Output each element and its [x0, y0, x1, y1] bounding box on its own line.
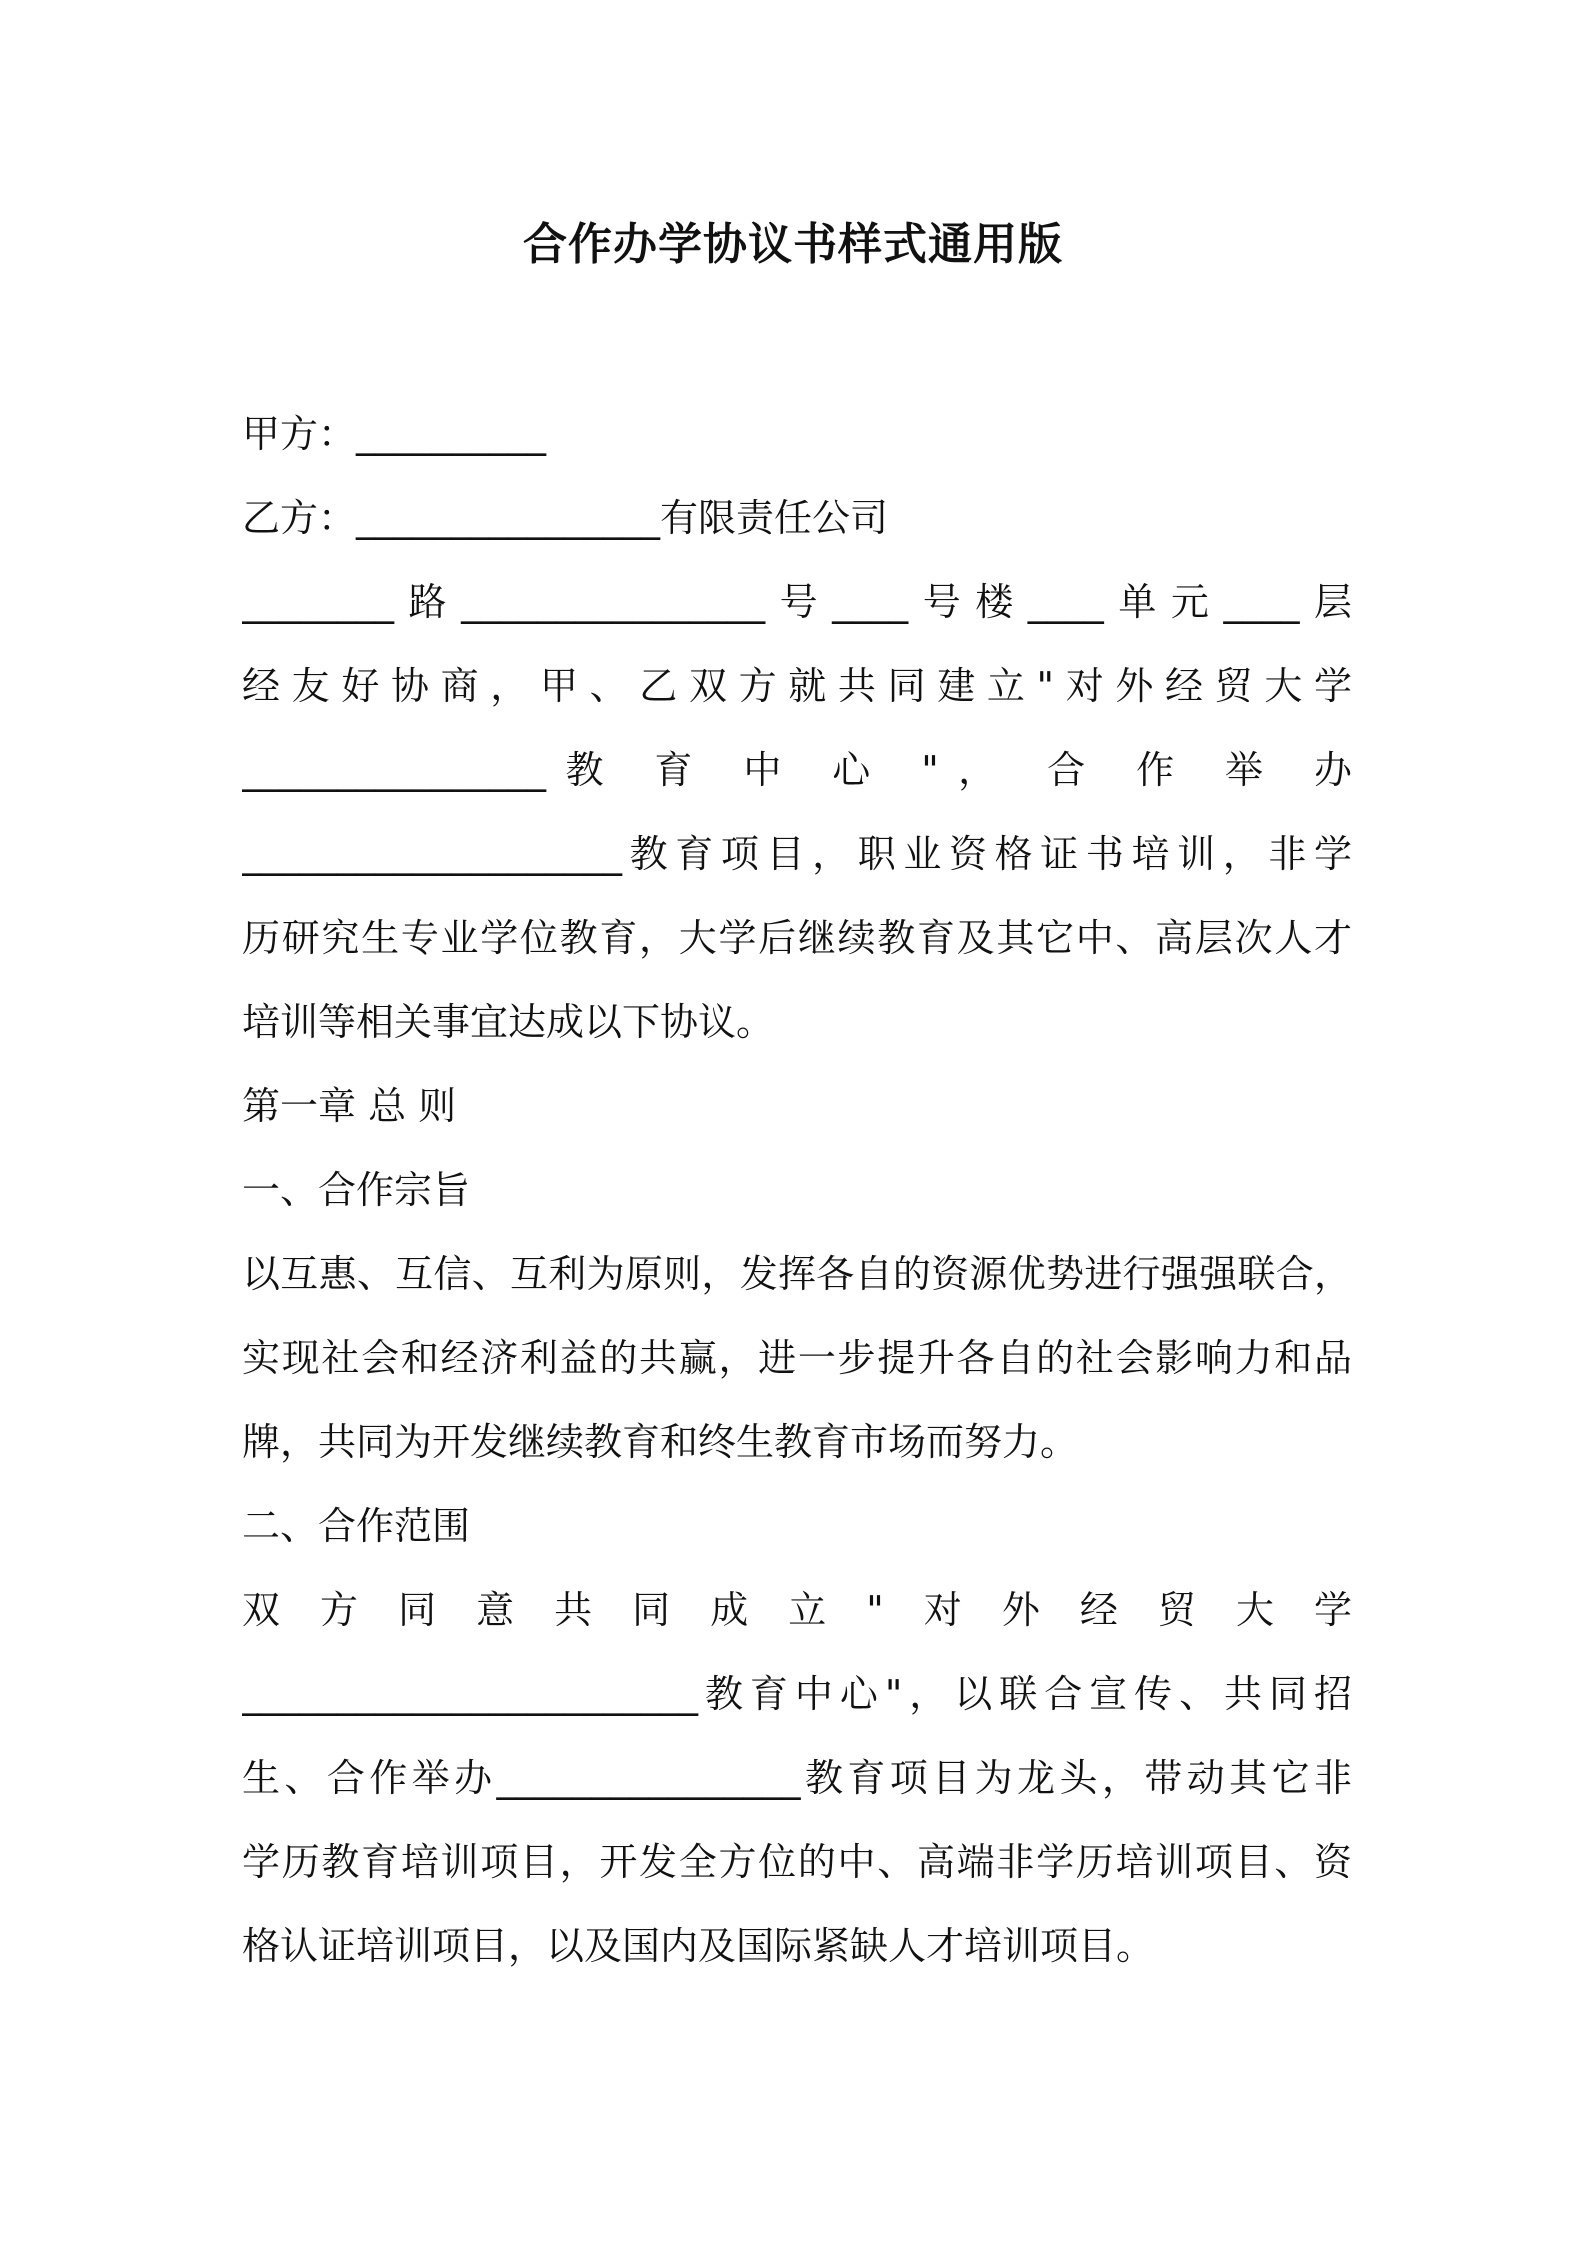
chapter-heading: 第一章 总 则: [242, 1084, 457, 1128]
paragraph-line: 以互惠、互信、互利为原则，发挥各自的资源优势进行强强联合，: [242, 1252, 1352, 1296]
section-heading: 一、合作宗旨: [242, 1168, 471, 1212]
party-b-line: 乙方：________________有限责任公司: [242, 496, 889, 540]
paragraph-line: ____________________教育项目，职业资格证书培训，非学: [242, 832, 1352, 876]
address-line: ________路________________号____号楼____单元____层: [242, 580, 1352, 624]
paragraph-line: 生、合作举办________________教育项目为龙头，带动其它非: [242, 1756, 1352, 1800]
paragraph-line: 格认证培训项目，以及国内及国际紧缺人才培训项目。: [242, 1924, 1155, 1968]
paragraph-line: 历研究生专业学位教育，大学后继续教育及其它中、高层次人才: [242, 916, 1352, 960]
paragraph-line: 牌，共同为开发继续教育和终生教育市场而努力。: [242, 1420, 1079, 1464]
paragraph-line: 培训等相关事宜达成以下协议。: [242, 1000, 775, 1044]
paragraph-line: 学历教育培训项目，开发全方位的中、高端非学历培训项目、资: [242, 1840, 1352, 1884]
section-heading: 二、合作范围: [242, 1504, 471, 1548]
paragraph-line: 实现社会和经济利益的共赢，进一步提升各自的社会影响力和品: [242, 1336, 1352, 1380]
paragraph-line: ________________教 育 中 心 "， 合 作 举 办: [242, 748, 1352, 792]
document-title: 合作办学协议书样式通用版: [523, 219, 1063, 270]
paragraph-line: 经友好协商，甲、乙双方就共同建立"对外经贸大学: [242, 664, 1352, 708]
paragraph-line: 双方同意共同成立"对外经贸大学: [242, 1588, 1352, 1632]
paragraph-line: ________________________教育中心"，以联合宣传、共同招: [242, 1672, 1352, 1716]
party-a-line: 甲方：__________: [242, 412, 547, 456]
